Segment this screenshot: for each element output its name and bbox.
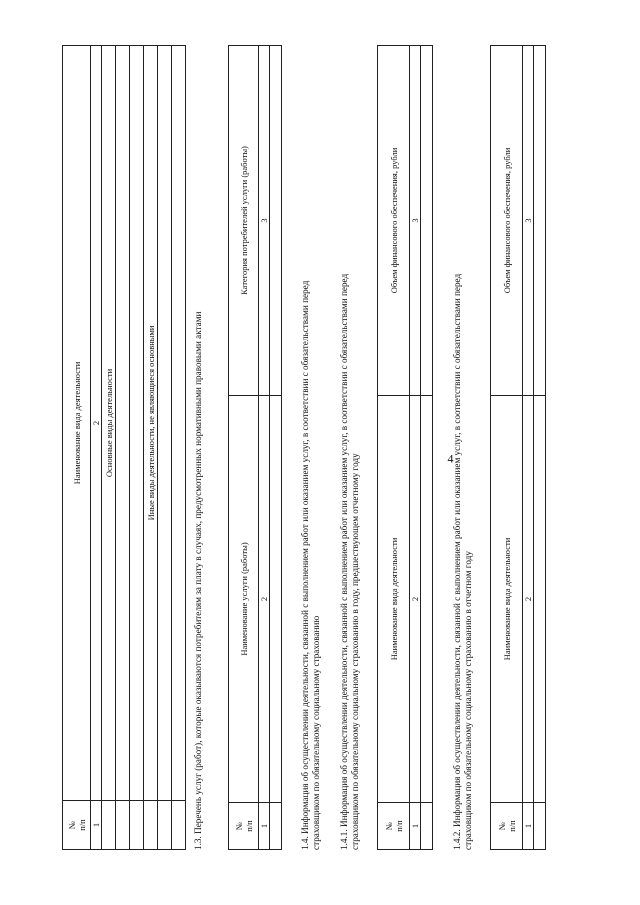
col-index-3: 3 xyxy=(410,46,421,396)
col-activity-header: Наименование вида деятельности xyxy=(491,396,523,803)
main-row-number xyxy=(102,801,116,850)
empty-cell xyxy=(116,801,130,850)
section-1-4-line-1: 1.4. Информация об осуществлении деятельности, связанной с выполнением работ или оказанием услуг, в соответствии с обязательствами перед xyxy=(300,280,310,850)
empty-cell xyxy=(172,801,186,850)
empty-cell xyxy=(421,803,433,850)
col-number-header: № п/п xyxy=(229,803,259,850)
col-index-2: 2 xyxy=(259,396,270,803)
col-number-header: № п/п xyxy=(378,803,410,850)
col-index-1: 1 xyxy=(410,803,421,850)
empty-cell xyxy=(421,46,433,396)
col-activity-header: Наименование вида деятельности xyxy=(378,396,410,803)
col-index-1: 1 xyxy=(91,801,102,850)
paid-services-table xyxy=(228,45,282,850)
col-service-header: Наименование услуги (работы) xyxy=(229,396,259,803)
section-1-4-2-line-2: страховщиком по обязательному социальному страхованию в отчетном году xyxy=(463,551,473,850)
section-1-4-1-text xyxy=(339,45,361,850)
col-number-header: № п/п xyxy=(63,801,91,850)
col-index-3: 3 xyxy=(259,46,270,396)
col-index-2: 2 xyxy=(91,46,102,801)
col-category-header: Категория потребителей услуги (работы) xyxy=(229,46,259,396)
col-index-1: 1 xyxy=(259,803,270,850)
col-volume-header: Объем финансового обеспечения, рубли xyxy=(491,46,523,396)
section-1-4-line-2: страховщиком по обязательному социальному страхованию xyxy=(311,615,321,850)
insurance-report-year-table xyxy=(490,45,546,850)
empty-cell xyxy=(270,46,282,396)
main-activities-label: Основные виды деятельности xyxy=(102,46,116,801)
empty-cell xyxy=(158,46,172,801)
col-index-2: 2 xyxy=(410,396,421,803)
empty-cell xyxy=(534,396,546,803)
empty-cell xyxy=(534,803,546,850)
section-1-4-2-text xyxy=(452,45,474,850)
empty-cell xyxy=(130,46,144,801)
section-1-4-2-line-1: 1.4.2. Информация об осуществлении деятельности, связанной с выполнением работ или оказанием услуг, в соответствии с обязательствами перед xyxy=(452,273,462,850)
col-index-3: 3 xyxy=(523,46,534,396)
section-1-4-text xyxy=(300,45,322,850)
empty-cell xyxy=(130,801,144,850)
col-number-header: № п/п xyxy=(491,803,523,850)
section-1-4-1-line-1: 1.4.1. Информация об осуществлении деятельности, связанной с выполнением работ или оказанием услуг, в соответствии с обязательствами перед xyxy=(339,273,349,850)
col-name-header: Наименование вида деятельности xyxy=(63,46,91,801)
insurance-prev-year-table xyxy=(377,45,433,850)
empty-cell xyxy=(421,396,433,803)
col-index-2: 2 xyxy=(523,396,534,803)
col-index-1: 1 xyxy=(523,803,534,850)
empty-cell xyxy=(270,396,282,803)
page-number: 4 xyxy=(447,451,454,466)
empty-cell xyxy=(534,46,546,396)
other-activities-label: Иные виды деятельности, не являющиеся основными xyxy=(144,46,158,801)
empty-cell xyxy=(172,46,186,801)
section-1-4-1-line-2: страховщиком по обязательному социальному страхованию в году, предшествующем отчетному году xyxy=(350,453,360,850)
activities-table xyxy=(62,45,186,850)
empty-cell xyxy=(270,803,282,850)
section-1-3-title-text: 1.3. Перечень услуг (работ), которые оказываются потребителям за плату в случаях, предусмотренных нормативными правовыми актами xyxy=(193,311,203,850)
col-volume-header: Объем финансового обеспечения, рубли xyxy=(378,46,410,396)
section-1-3-title xyxy=(193,45,204,850)
empty-cell xyxy=(158,801,172,850)
empty-cell xyxy=(116,46,130,801)
other-row-number xyxy=(144,801,158,850)
